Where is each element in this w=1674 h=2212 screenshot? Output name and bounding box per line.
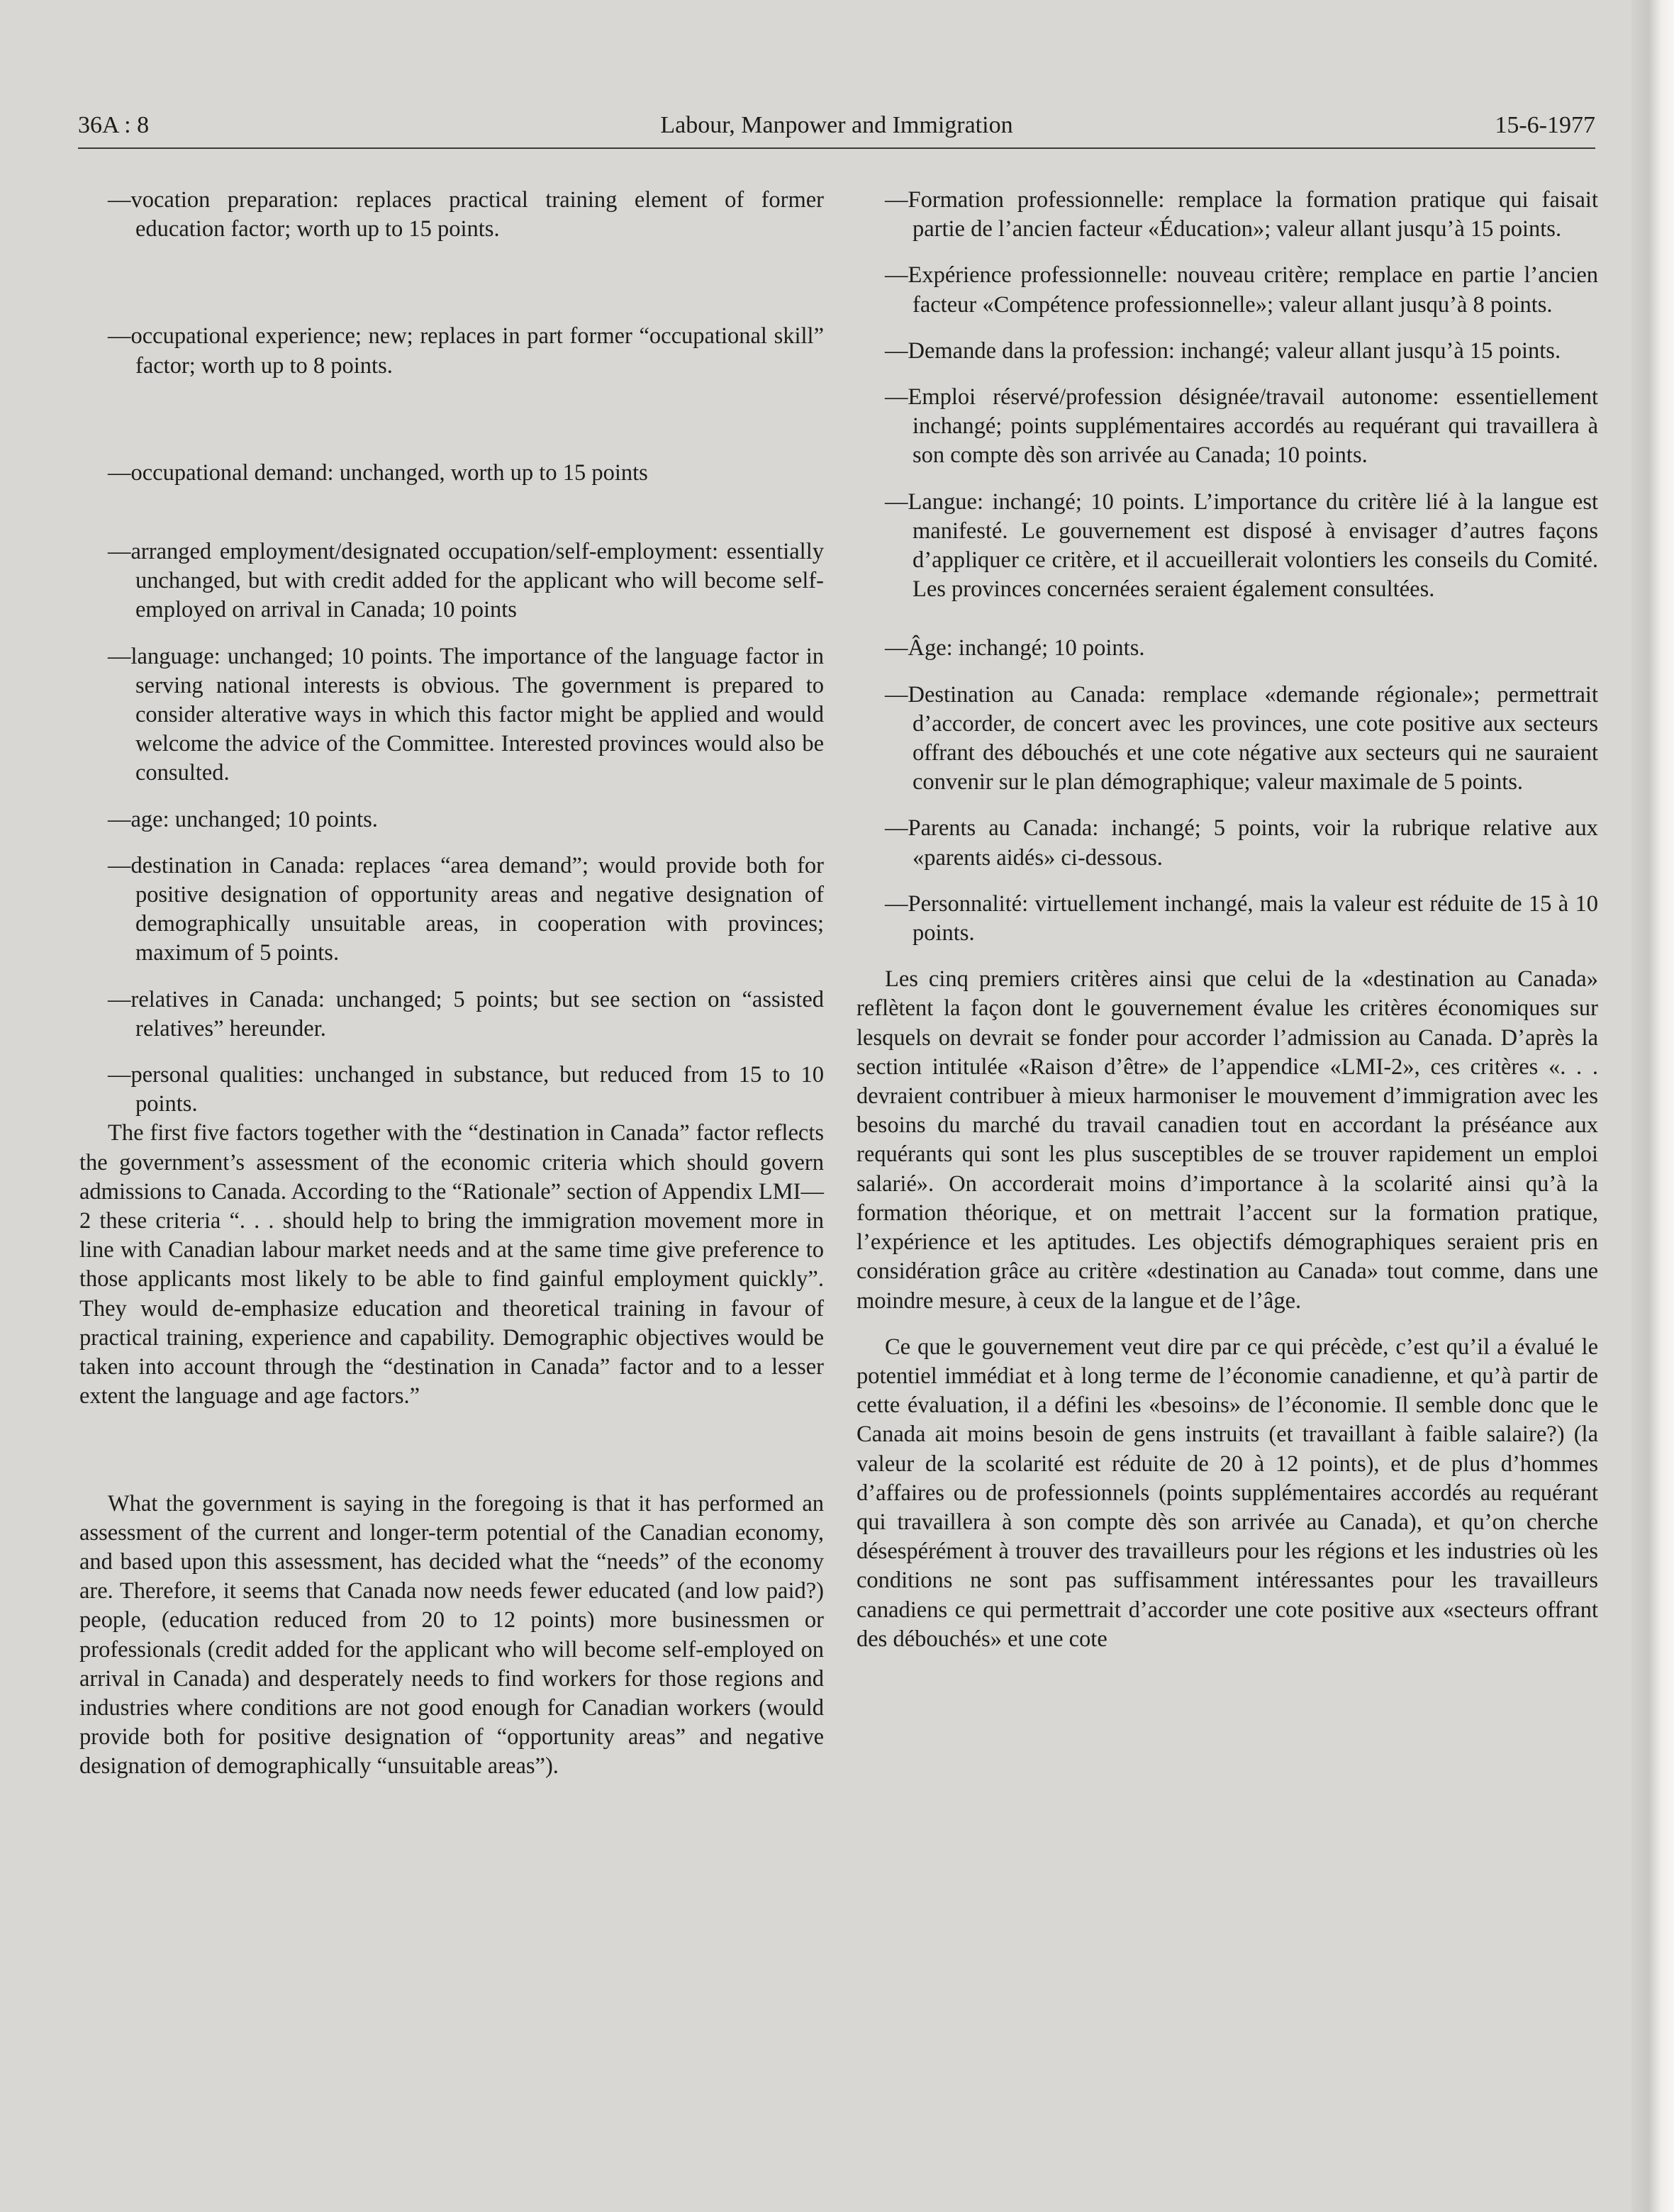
fr-item-langue: —Langue: inchangé; 10 points. L’importance du critère lié à la langue est manifesté. Le gouvernement est disposé à envisager d’autres façons d’appliquer ce critère, et il accueillerait volontiers les conseils du Comité. Les provinces concernées seraient également consultées.: [885, 488, 1598, 603]
fr-item-formation: —Formation professionnelle: remplace la formation pratique qui faisait partie de l’ancien facteur «Éducation»; valeur allant jusqu’à 15 points.: [885, 187, 1598, 242]
fr-paragraph-criteres: Les cinq premiers critères ainsi que celui de la «destination au Canada» reflètent la façon dont le gouvernement évalue les critères économiques sur lesquels on devrait se fonder pour accorder l’admission au Canada. D’après la section intitulée «Raison d’être» de l’appendice «LMI-2», ces critères «. . . devraient contribuer à mieux harmoniser le mouvement d’immigration avec les besoins du marché du travail canadien tout en accordant la préséance aux requérants qui sont les plus susceptibles de se trouver rapidement un emploi salarié». On accorderait moins d’importance à la scolarité ainsi qu’à la formation théorique, et on mettrait l’accent sur la formation pratique, l’expérience et les aptitudes. Les objectifs démographiques seraient pris en considération grâce au critère «destination au Canada» tout comme, dans une moindre mesure, à ceux de la langue et de l’âge.: [856, 966, 1598, 1314]
page-header: [78, 108, 1595, 149]
en-item-vocation: —vocation preparation: replaces practical training element of former education factor; worth up to 15 points.: [108, 187, 824, 242]
fr-item-experience: —Expérience professionnelle: nouveau critère; remplace en partie l’ancien facteur «Compétence professionnelle»; valeur allant jusqu’à 8 points.: [885, 262, 1598, 318]
en-item-experience: —occupational experience; new; replaces in part former “occupational skill” factor; worth up to 8 points.: [108, 323, 824, 379]
en-paragraph-government: What the government is saying in the foregoing is that it has performed an assessment of the current and longer-term potential of the Canadian economy, and based upon this assessment, has decided what the “needs” of the economy are. Therefore, it seems that Canada now needs fewer educated (and low paid?) people, (education reduced from 20 to 12 points) more businessmen or professionals (credit added for the applicant who will become self-employed on arrival in Canada) and desperately needs to find workers for those regions and industries where conditions are not good enough for Canadian workers (would provide both for positive designation of “opportunity areas” and negative designation of demographically “unsuitable areas”).: [79, 1490, 824, 1780]
en-item-age: —age: unchanged; 10 points.: [108, 806, 378, 832]
english-column: [79, 186, 824, 1782]
fr-item-parents: —Parents au Canada: inchangé; 5 points, voir la rubrique relative aux «parents aidés» ci-dessous.: [885, 815, 1598, 871]
fr-item-personnalite: —Personnalité: virtuellement inchangé, mais la valeur est réduite de 15 à 10 points.: [885, 890, 1598, 946]
header-date: 15-6-1977: [1495, 112, 1595, 138]
en-item-personal: —personal qualities: unchanged in substance, but reduced from 15 to 10 points.: [108, 1062, 824, 1117]
page-edge-shadow: [1631, 0, 1674, 2212]
running-title: Labour, Manpower and Immigration: [660, 112, 1013, 138]
en-item-employment: —arranged employment/designated occupation/self-employment: essentially unchanged, but with credit added for the applicant who will become self-employed on arrival in Canada; 10 points: [108, 539, 824, 623]
en-item-language: —language: unchanged; 10 points. The importance of the language factor in serving national interests is obvious. The government is prepared to consider alterative ways in which this factor might be applied and would welcome the advice of the Committee. Interested provinces would also be consulted.: [108, 643, 824, 786]
en-item-destination: —destination in Canada: replaces “area demand”; would provide both for positive designation of opportunity areas and negative designation of demographically unsuitable areas, in cooperation with provinces; maximum of 5 points.: [108, 852, 824, 966]
en-item-relatives: —relatives in Canada: unchanged; 5 points; but see section on “assisted relatives” hereunder.: [108, 986, 824, 1041]
fr-item-destination: —Destination au Canada: remplace «demande régionale»; permettrait d’accorder, de concert avec les provinces, une cote positive aux secteurs offrant des débouchés et une cote négative aux secteurs qui ne sauraient convenir sur le plan démographique; valeur maximale de 5 points.: [885, 681, 1598, 795]
fr-item-emploi: —Emploi réservé/profession désignée/travail autonome: essentiellement inchangé; points supplémentaires accordés au requérant qui travaillera à son compte dès son arrivée au Canada; 10 points.: [885, 384, 1598, 469]
fr-item-age: —Âge: inchangé; 10 points.: [885, 635, 1145, 661]
page-number: 36A : 8: [78, 112, 150, 138]
en-paragraph-factors: The first five factors together with the “destination in Canada” factor reflects the government’s assessment of the economic criteria which should govern admissions to Canada. According to the “Rationale” section of Appendix LMI—2 these criteria “. . . should help to bring the immigration movement more in line with Canadian labour market needs and at the same time give preference to those applicants most likely to be able to find gainful employment quickly”. They would de-emphasize education and theoretical training in favour of practical training, experience and capability. Demographic objectives would be taken into account through the “destination in Canada” factor and to a lesser extent the language and age factors.”: [79, 1120, 824, 1409]
en-item-demand: —occupational demand: unchanged, worth up to 15 points: [108, 459, 648, 486]
fr-paragraph-gouvernement: Ce que le gouvernement veut dire par ce qui précède, c’est qu’il a évalué le potentiel immédiat et à long terme de l’économie canadienne, et qu’à partir de cette évaluation, il a défini les «besoins» de l’économie. Il semble donc que le Canada ait moins besoin de gens instruits (et travaillant à faible salaire?) (la valeur de la scolarité est réduite de 20 à 12 points), et de plus d’hommes d’affaires ou de professionnels (points supplémentaires accordés au requérant qui travaillera à son compte dès son arrivée au Canada), et qu’on cherche désespérément à trouver des travailleurs pour les régions et les industries où les conditions ne sont pas suffisamment intéressantes pour les travailleurs canadiens ce qui permettrait d’accorder une cote positive aux «secteurs offrant des débouchés» et une cote: [856, 1334, 1598, 1652]
fr-item-demande: —Demande dans la profession: inchangé; valeur allant jusqu’à 15 points.: [885, 337, 1561, 364]
french-column: [856, 186, 1598, 1654]
